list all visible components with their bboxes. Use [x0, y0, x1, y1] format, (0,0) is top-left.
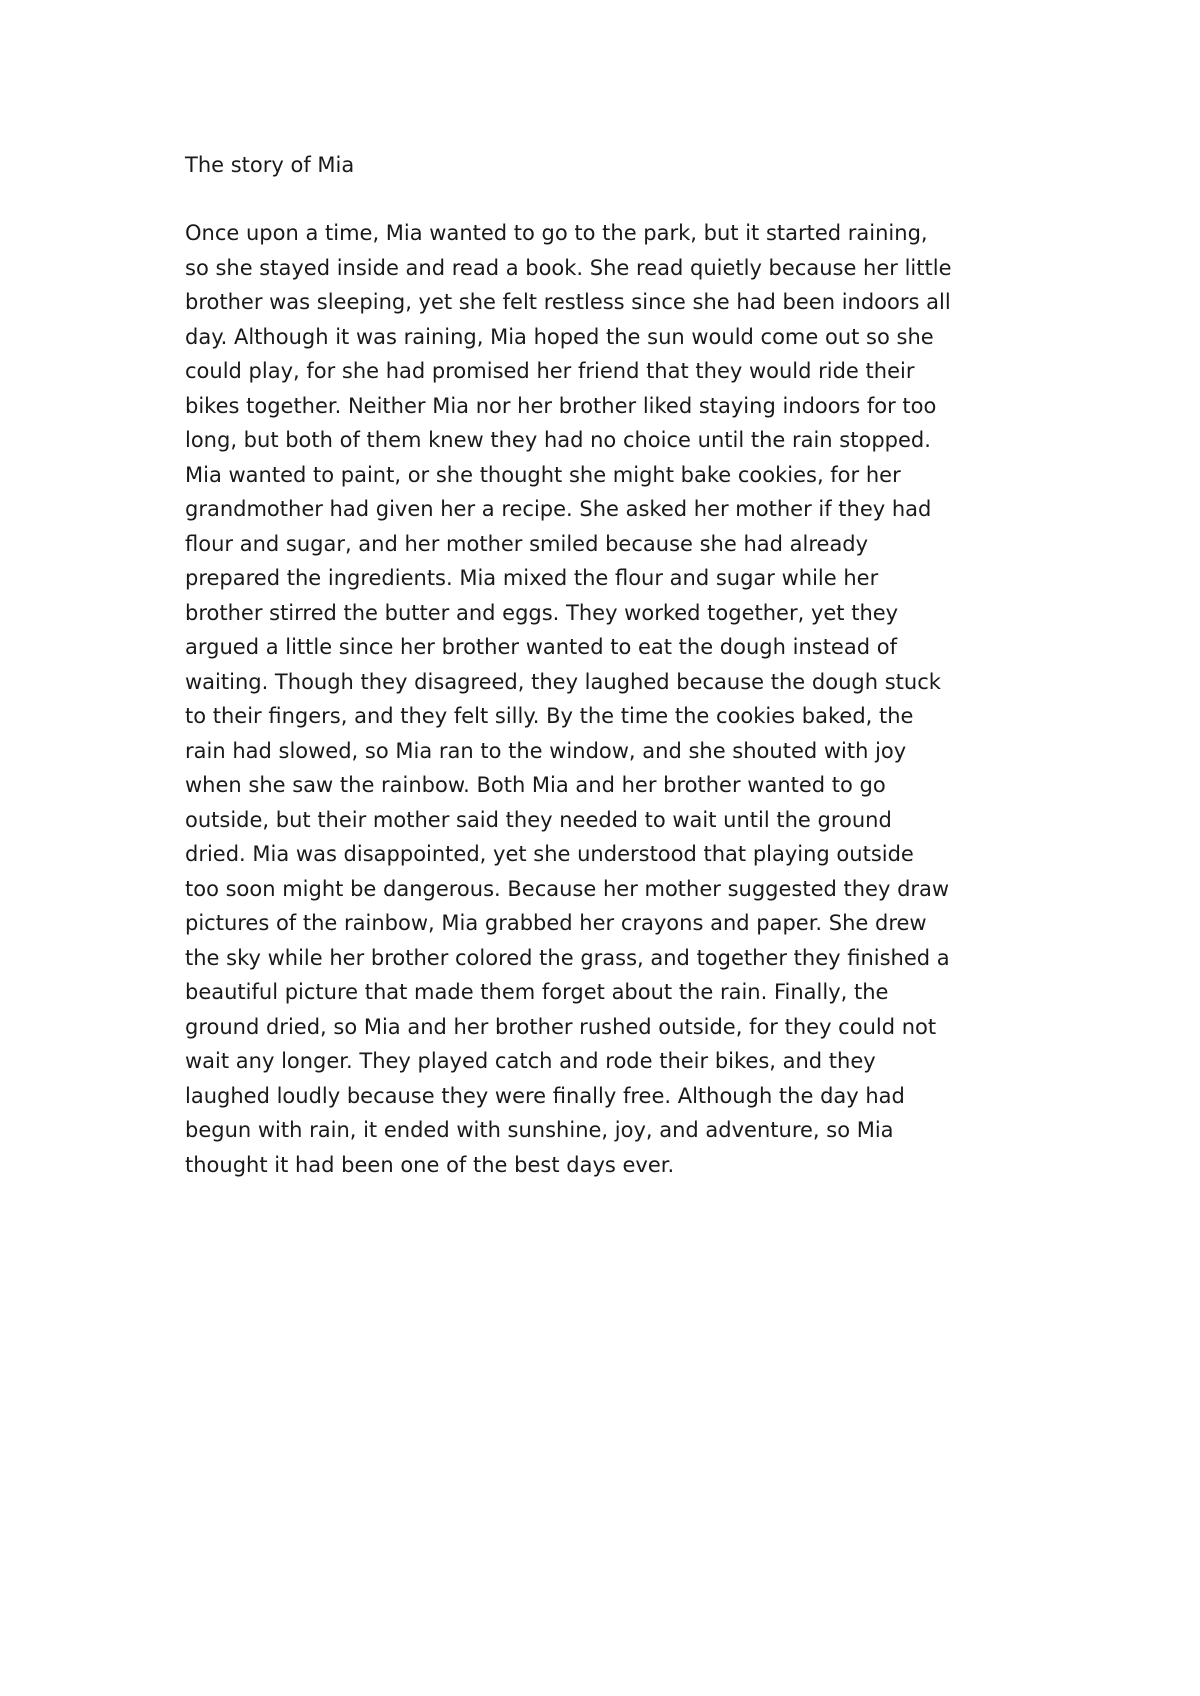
body-line: bikes together. Neither Mia nor her brother liked staying indoors for too — [185, 393, 937, 418]
body-line: when she saw the rainbow. Both Mia and her brother wanted to go — [185, 773, 886, 797]
body-line: long, but both of them knew they had no choice until the rain stopped. — [185, 428, 931, 452]
body-line: outside, but their mother said they needed to wait until the ground — [185, 807, 892, 832]
body-line: dried. Mia was disappointed, yet she understood that playing outside — [185, 842, 914, 866]
body-line: so she stayed inside and read a book. She read quietly because her little — [185, 255, 952, 280]
body-line: brother was sleeping, yet she felt restless since she had been indoors all — [185, 290, 951, 314]
body-line: rain had slowed, so Mia ran to the window, and she shouted with joy — [185, 738, 907, 763]
body-line: to their fingers, and they felt silly. By the time the cookies baked, the — [185, 704, 914, 728]
body-line: waiting. Though they disagreed, they laughed because the dough stuck — [185, 669, 941, 694]
document-body — [185, 216, 1045, 1182]
body-line: Mia wanted to paint, or she thought she might bake cookies, for her — [185, 462, 901, 487]
document-title: The story of Mia — [185, 153, 355, 177]
body-line: thought it had been one of the best days ever. — [185, 1152, 675, 1177]
body-line: too soon might be dangerous. Because her mother suggested they draw — [185, 876, 950, 901]
body-line: Once upon a time, Mia wanted to go to the park, but it started raining, — [185, 221, 928, 245]
body-line: brother stirred the butter and eggs. They worked together, yet they — [185, 600, 899, 625]
body-line: begun with rain, it ended with sunshine, joy, and adventure, so Mia — [185, 1118, 894, 1142]
body-line: argued a little since her brother wanted to eat the dough instead of — [185, 635, 897, 659]
body-line: wait any longer. They played catch and rode their bikes, and they — [185, 1049, 876, 1073]
body-line: beautiful picture that made them forget about the rain. Finally, the — [185, 980, 889, 1004]
body-line: pictures of the rainbow, Mia grabbed her crayons and paper. She drew — [185, 911, 927, 935]
body-line: could play, for she had promised her friend that they would ride their — [185, 359, 915, 383]
body-line: laughed loudly because they were finally free. Although the day had — [185, 1083, 905, 1108]
body-line: day. Although it was raining, Mia hoped the sun would come out so she — [185, 324, 934, 349]
body-line: prepared the ingredients. Mia mixed the flour and sugar while her — [185, 566, 879, 590]
body-line: grandmother had given her a recipe. She asked her mother if they had — [185, 497, 932, 521]
body-line: ground dried, so Mia and her brother rushed outside, for they could not — [185, 1014, 937, 1039]
body-line: flour and sugar, and her mother smiled because she had already — [185, 531, 869, 556]
body-line: the sky while her brother colored the grass, and together they finished a — [185, 945, 950, 970]
